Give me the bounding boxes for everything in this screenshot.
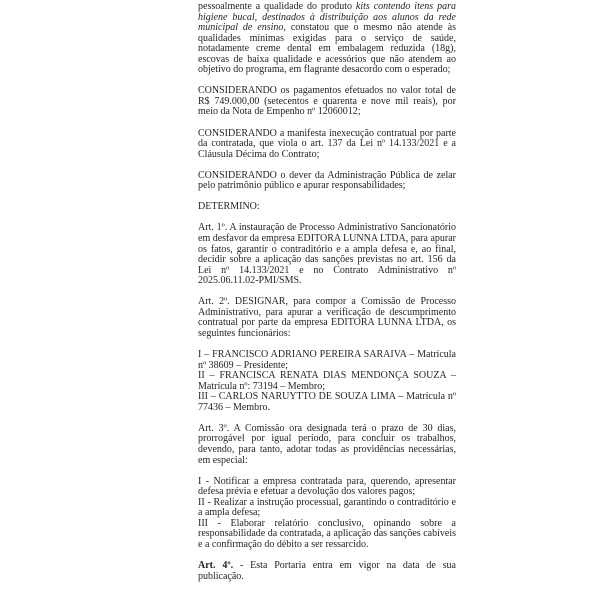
paragraph-product-quality-tail: , constatou que o mesmo não atende às qualidades mínimas exigidas para o serviço de saúde, notadamente creme dental em embalagem reduzida (18g), escovas de baixa qualidade e acessórios que não atendem ao objetivo do programa, em flagrante desacordo com o esperado; bbox=[198, 22, 456, 76]
product-description-italic: kits contendo itens para higiene bucal, destinados à distribuição aos alunos da rede municipal de ensino bbox=[198, 1, 456, 34]
paragraph-considerando-inexecution: CONSIDERANDO a manifesta inexecução contratual por parte da contratada, que viola o art. 137 da Lei nº 14.133/2021 e a Cláusula Décima do Contrato; bbox=[198, 127, 456, 160]
commission-task-item-3: III - Elaborar relatório conclusivo, opinando sobre a responsabilidade da contratada, a aplicação das sanções cabíveis e a confirmação do débito a ser ressarcido. bbox=[198, 517, 456, 550]
commission-task-item-2: II - Realizar a instrução processual, garantindo o contraditório e a ampla defesa; bbox=[198, 496, 456, 519]
article-4-label-bold: Art. 4º. bbox=[198, 559, 234, 571]
determino-heading: DETERMINO: bbox=[198, 201, 260, 213]
commission-task-item-1: I - Notificar a empresa contratada para, querendo, apresentar defesa prévia e efetuar a devolução dos valores pagos; bbox=[198, 475, 456, 498]
paragraph-product-quality-lead: pessoalmente a qualidade do produto bbox=[198, 1, 356, 12]
paragraph-article-2: Art. 2º. DESIGNAR, para compor a Comissão de Processo Administrativo, para apurar a verificação de descumprimento contratual por parte da empresa EDITORA LUNNA LTDA, os seguintes funcionários: bbox=[198, 296, 456, 339]
paragraph-article-4 bbox=[198, 561, 456, 582]
paragraph-considerando-duty: CONSIDERANDO o dever da Administração Pública de zelar pelo patrimônio público e apurar responsabilidades; bbox=[198, 169, 456, 192]
paragraph-article-1: Art. 1º. A instauração de Processo Administrativo Sancionatório em desfavor da empresa EDITORA LUNNA LTDA, para apurar os fatos, garantir o contraditório e a ampla defesa e, ao final, decidir sobre a aplicação das sanções previstas no art. 156 da Lei nº 14.133/2021 e no Contrato Administrativo nº 2025.06.11.02-PMI/SMS. bbox=[198, 222, 456, 287]
paragraph-product-quality bbox=[198, 2, 456, 76]
commission-member-item-1: I – FRANCISCO ADRIANO PEREIRA SARAIVA – Matrícula nº 38609 – Presidente; bbox=[198, 349, 456, 371]
article-4-text: - Esta Portaria entra em vigor na data de sua publicação. bbox=[198, 559, 456, 582]
paragraph-article-3: Art. 3º. A Comissão ora designada terá o prazo de 30 dias, prorrogável por igual período, para concluir os trabalhos, devendo, para tanto, adotar todas as providências necessárias, em especial: bbox=[198, 422, 456, 466]
document-text-column bbox=[198, 2, 456, 593]
commission-member-item-2: II – FRANCISCA RENATA DIAS MENDONÇA SOUZA – Matrícula nº: 73194 – Membro; bbox=[198, 370, 456, 392]
commission-member-item-3: III – CARLOS NARUYTTO DE SOUZA LIMA – Matrícula nº 77436 – Membro. bbox=[198, 391, 456, 413]
paragraph-considerando-payments: CONSIDERANDO os pagamentos efetuados no valor total de R$ 749.000,00 (setecentos e quarenta e nove mil reais), por meio da Nota de Empenho nº 12060012; bbox=[198, 85, 456, 118]
